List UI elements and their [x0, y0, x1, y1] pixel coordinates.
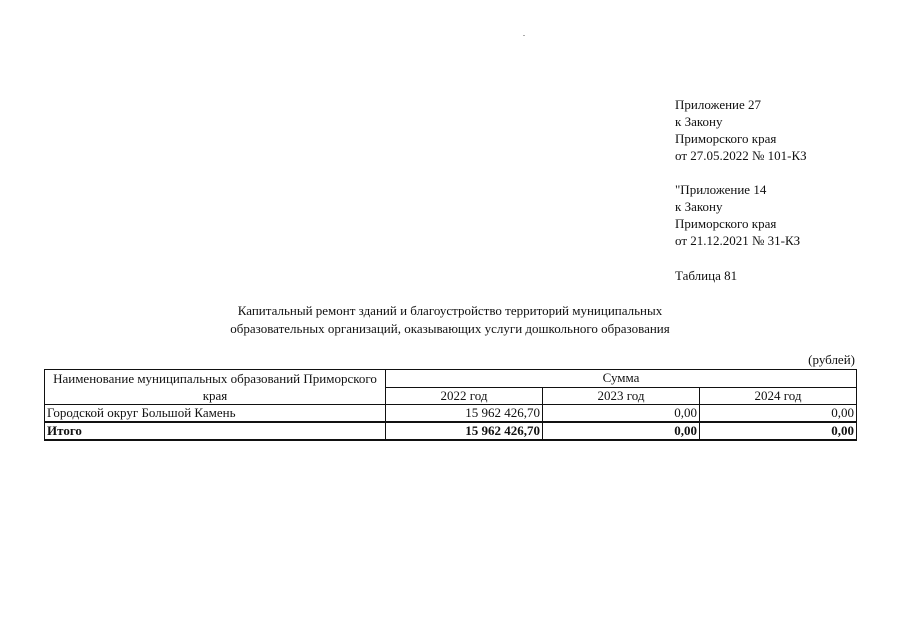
header-year-cell: 2024 год — [700, 387, 857, 405]
appendix-27-line: Приморского края — [675, 131, 777, 146]
title-line: Капитальный ремонт зданий и благоустройство территорий муниципальных — [237, 303, 663, 318]
header-year-cell: 2022 год — [386, 387, 543, 405]
scan-speck — [523, 35, 525, 36]
funding-table — [44, 369, 857, 441]
row-name-cell: Городской округ Большой Камень — [45, 405, 386, 423]
appendix-14-line: Приморского края — [675, 216, 777, 231]
table-row — [45, 405, 857, 423]
total-name-cell: Итого — [45, 422, 386, 440]
appendix-14-line: от 21.12.2021 № 31-КЗ — [675, 233, 801, 248]
header-sum-cell: Сумма — [386, 370, 857, 388]
row-value-cell: 15 962 426,70 — [386, 405, 543, 423]
appendix-14-line: "Приложение 14 — [675, 182, 767, 197]
total-value-cell: 15 962 426,70 — [386, 422, 543, 440]
table-number: Таблица 81 — [675, 268, 738, 283]
total-value-cell: 0,00 — [700, 422, 857, 440]
appendix-14-block — [675, 181, 800, 249]
appendix-27-line: Приложение 27 — [675, 97, 762, 112]
table-total-row — [45, 422, 857, 440]
units-label: (рублей) — [808, 352, 855, 367]
appendix-27-block — [675, 96, 807, 164]
document-title — [150, 302, 750, 338]
appendix-14-line: к Закону — [675, 199, 723, 214]
table-header-row — [45, 370, 857, 388]
row-value-cell: 0,00 — [543, 405, 700, 423]
total-value-cell: 0,00 — [543, 422, 700, 440]
title-line: образовательных организаций, оказывающих услуги дошкольного образования — [230, 321, 670, 336]
row-value-cell: 0,00 — [700, 405, 857, 423]
appendix-27-line: от 27.05.2022 № 101-КЗ — [675, 148, 807, 163]
header-name-cell: Наименование муниципальных образований Приморского края — [45, 370, 386, 405]
header-year-cell: 2023 год — [543, 387, 700, 405]
appendix-27-line: к Закону — [675, 114, 723, 129]
